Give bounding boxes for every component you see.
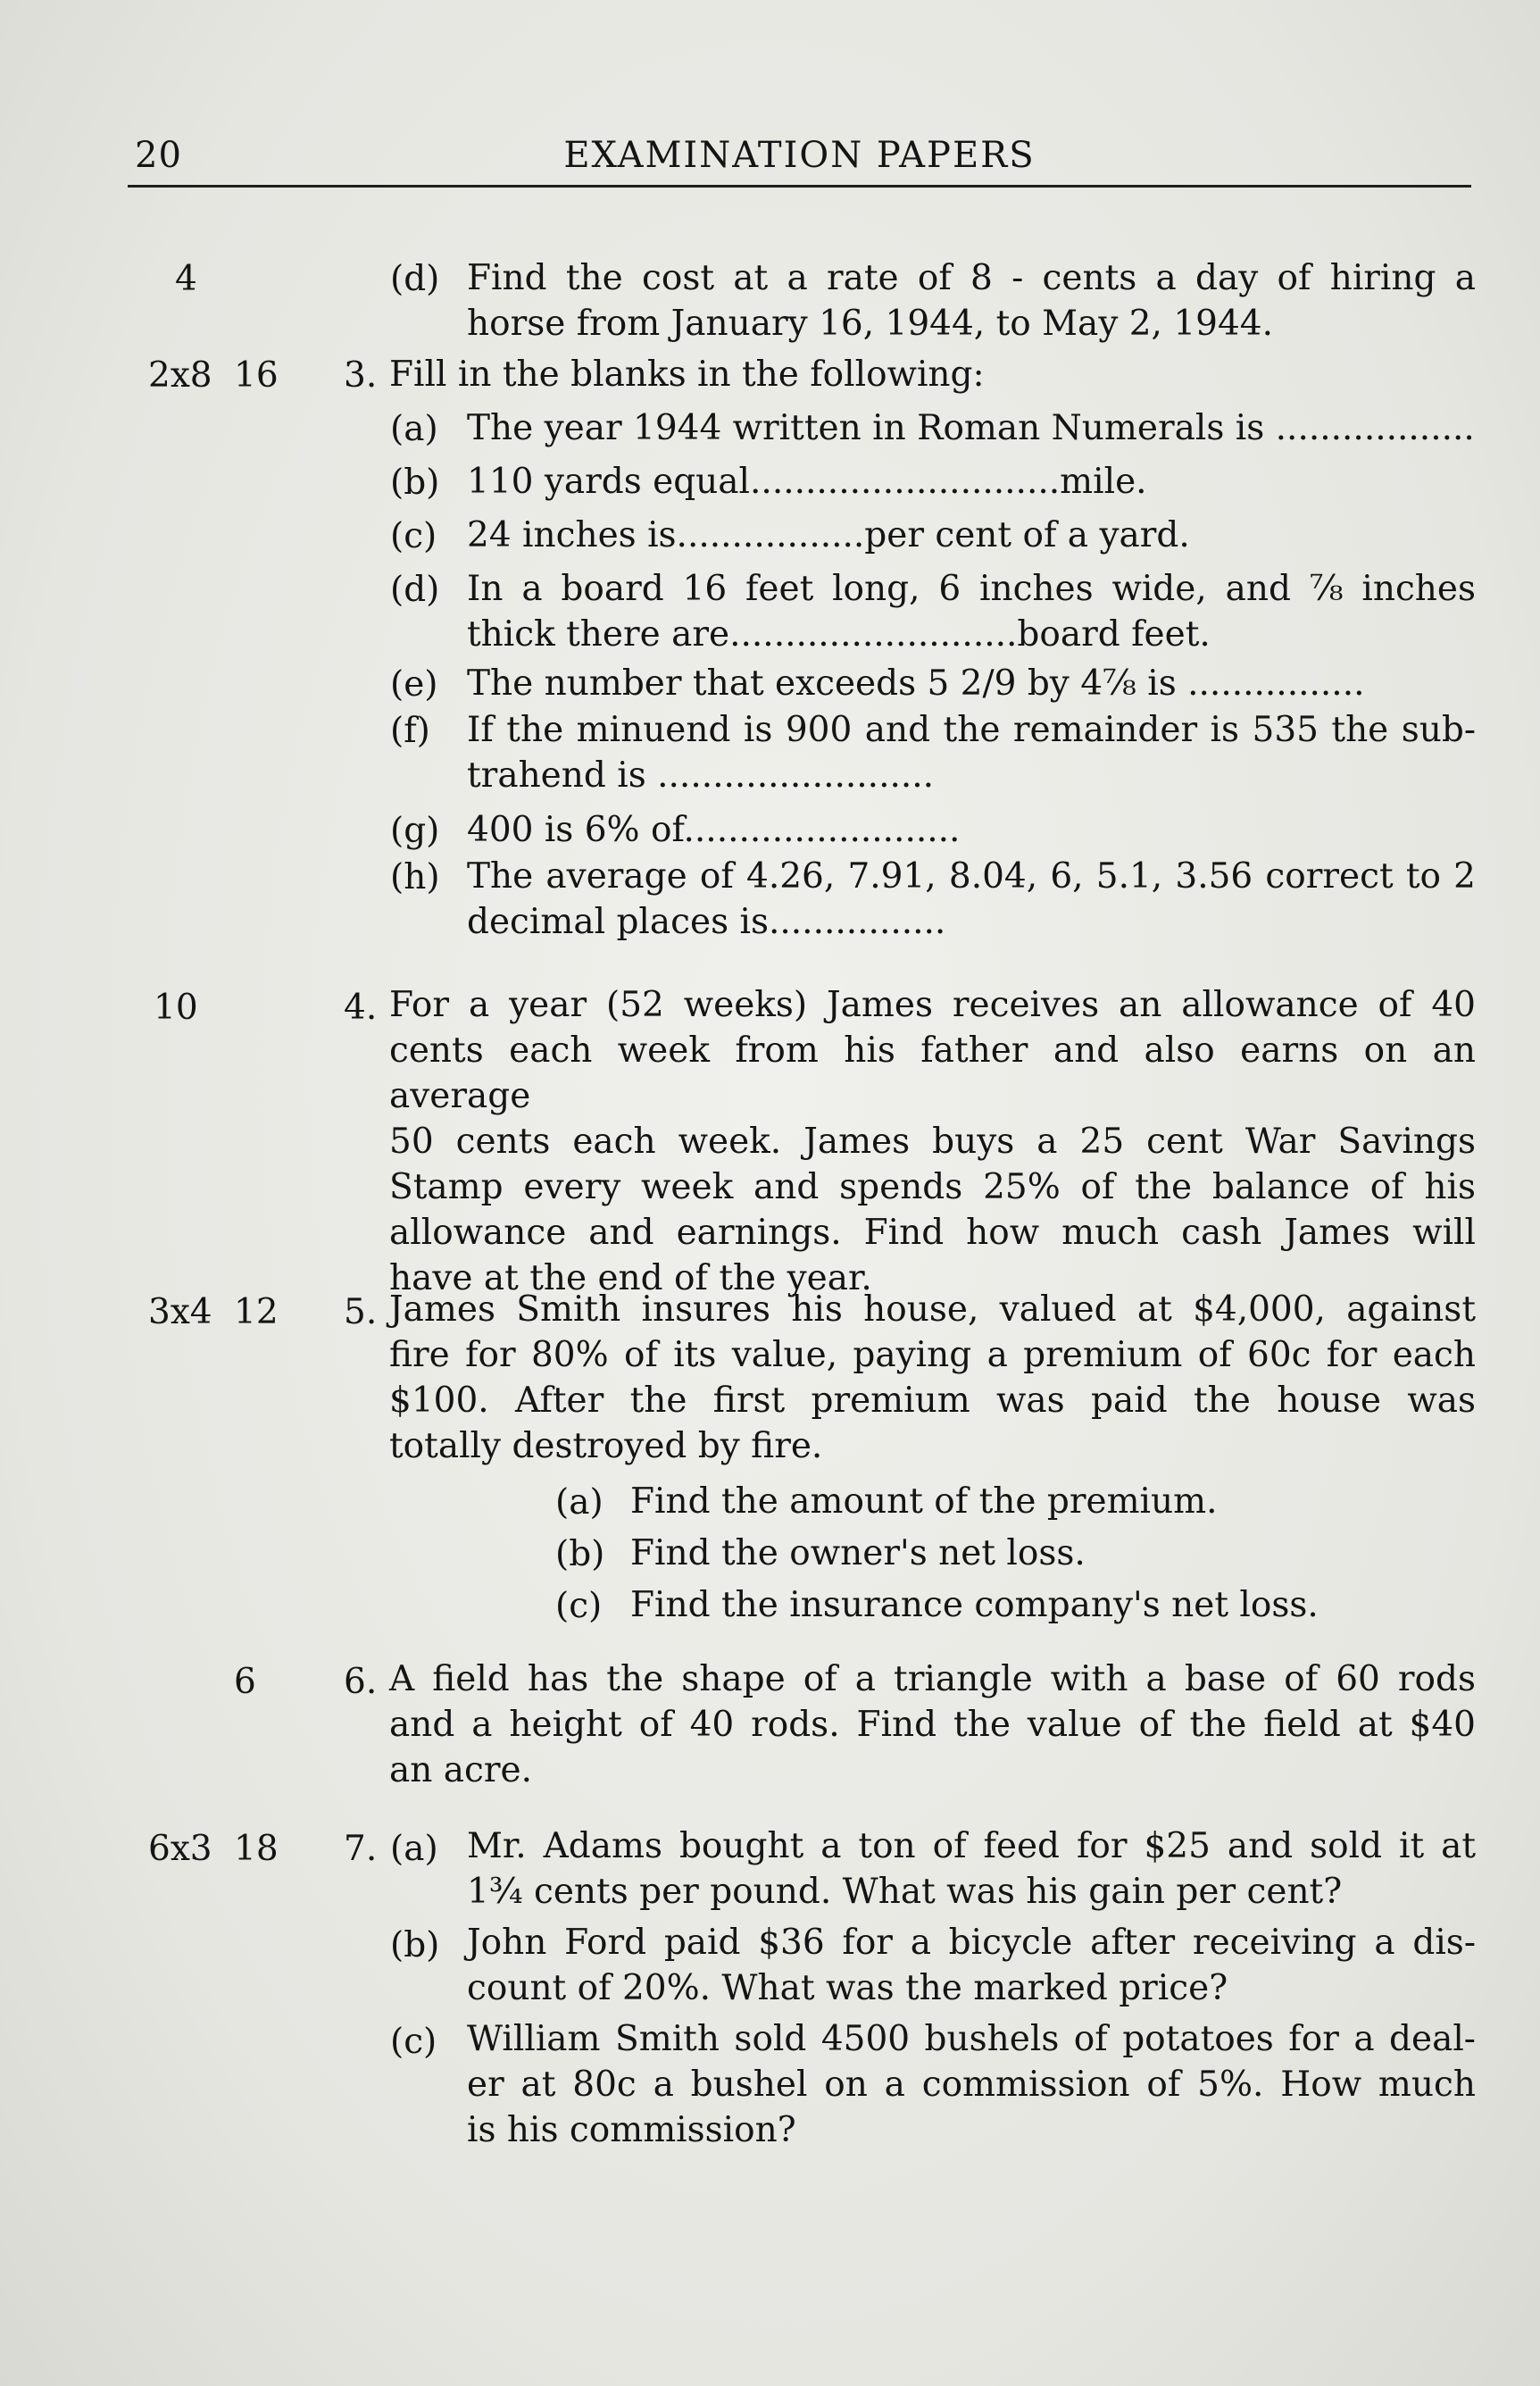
question-5c-text: Find the insurance company's net loss. xyxy=(630,1585,1319,1625)
marks-q3-breakdown: 2x8 xyxy=(148,355,212,396)
text-line: Find the cost at a rate of 8 - cents a day of hiring a xyxy=(467,258,1476,298)
text-line: an acre. xyxy=(389,1750,532,1790)
question-3g-text: 400 is 6% of......................... xyxy=(467,810,961,850)
marks-q3-total: 16 xyxy=(234,355,279,396)
item-label: (h) xyxy=(390,857,440,897)
text-line: John Ford paid $36 for a bicycle after receiving a dis- xyxy=(467,1923,1476,1963)
item-label: (b) xyxy=(555,1534,605,1574)
question-5b-text: Find the owner's net loss. xyxy=(630,1533,1086,1573)
text-line: For a year (52 weeks) James receives an allowance of 40 xyxy=(389,985,1476,1025)
text-line: trahend is ......................... xyxy=(467,755,935,796)
text-line: cents each week from his father and also earns on an average xyxy=(389,1030,1476,1116)
item-label: (a) xyxy=(555,1482,604,1523)
text-line: James Smith insures his house, valued at $4,000, against xyxy=(389,1289,1476,1330)
text-line: Mr. Adams bought a ton of feed for $25 and sold it at xyxy=(467,1826,1476,1866)
text-line: totally destroyed by fire. xyxy=(389,1426,823,1466)
item-label: (c) xyxy=(390,2022,437,2062)
text-line: er at 80c a bushel on a commission of 5%. How much xyxy=(467,2065,1476,2105)
text-line: fire for 80% of its value, paying a premium of 60c for each xyxy=(389,1335,1476,1375)
question-5-text xyxy=(389,1287,1476,1469)
text-line: If the minuend is 900 and the remainder is 535 the sub- xyxy=(467,710,1476,750)
question-number: 5. xyxy=(344,1292,378,1332)
text-line: have at the end of the year. xyxy=(389,1258,872,1298)
text-line: decimal places is................ xyxy=(467,902,946,942)
text-line: allowance and earnings. Find how much cash James will xyxy=(389,1213,1476,1253)
marks-q7-total: 18 xyxy=(234,1829,279,1869)
item-label: (f) xyxy=(390,711,430,751)
page-header xyxy=(128,129,1471,188)
marks-q5-breakdown: 3x4 xyxy=(148,1292,212,1332)
text-line: horse from January 16, 1944, to May 2, 1944. xyxy=(467,304,1273,344)
marks-q6: 6 xyxy=(234,1662,256,1702)
text-line: Stamp every week and spends 25% of the balance of his xyxy=(389,1167,1476,1207)
item-label: (c) xyxy=(390,516,437,556)
item-label: (d) xyxy=(390,259,440,299)
question-3a-text: The year 1944 written in Roman Numerals is .................. xyxy=(467,408,1475,448)
question-7c-text xyxy=(467,2016,1476,2153)
question-2d-text xyxy=(467,255,1476,346)
text-line: and a height of 40 rods. Find the value of the field at $40 xyxy=(389,1705,1476,1745)
text-line: is his commission? xyxy=(467,2110,796,2150)
marks-q5-total: 12 xyxy=(234,1292,279,1332)
question-7a-text xyxy=(467,1823,1476,1915)
question-7b-text xyxy=(467,1920,1476,2011)
item-label: (b) xyxy=(390,463,440,503)
text-line: thick there are..........................board feet. xyxy=(467,614,1211,655)
marks-q4: 10 xyxy=(154,988,198,1028)
item-label: (d) xyxy=(390,570,440,610)
text-line: William Smith sold 4500 bushels of potatoes for a deal- xyxy=(467,2019,1476,2059)
question-3-intro: Fill in the blanks in the following: xyxy=(389,355,985,395)
item-label: (b) xyxy=(390,1925,440,1965)
item-label: (e) xyxy=(390,664,438,705)
question-3f-text xyxy=(467,707,1476,798)
question-number: 6. xyxy=(344,1662,378,1702)
question-number: 3. xyxy=(344,355,378,396)
text-line: 1¾ cents per pound. What was his gain per cent? xyxy=(467,1872,1343,1912)
question-number: 4. xyxy=(344,988,378,1028)
item-label: (g) xyxy=(390,811,440,851)
question-3e-text: The number that exceeds 5 2/9 by 4⅞ is ................ xyxy=(467,663,1365,704)
text-line: In a board 16 feet long, 6 inches wide, and ⅞ inches xyxy=(467,569,1476,609)
item-label: (c) xyxy=(555,1586,603,1626)
question-6-text xyxy=(389,1656,1476,1793)
text-line: 50 cents each week. James buys a 25 cent War Savings xyxy=(389,1122,1476,1162)
page-title: EXAMINATION PAPERS xyxy=(563,135,1036,176)
item-label: (a) xyxy=(390,409,438,449)
question-4-text xyxy=(389,982,1476,1301)
question-3c-text: 24 inches is.................per cent of a yard. xyxy=(467,515,1190,555)
text-line: count of 20%. What was the marked price? xyxy=(467,1968,1228,2008)
question-5a-text: Find the amount of the premium. xyxy=(630,1481,1218,1522)
item-label: (a) xyxy=(390,1829,438,1869)
marks-q2d: 4 xyxy=(175,259,197,299)
marks-q7-breakdown: 6x3 xyxy=(148,1829,212,1869)
question-number: 7. xyxy=(344,1829,378,1869)
text-line: $100. After the first premium was paid the house was xyxy=(389,1381,1476,1421)
text-line: A field has the shape of a triangle with a base of 60 rods xyxy=(389,1659,1476,1699)
question-3h-text xyxy=(467,854,1476,945)
question-3d-text xyxy=(467,566,1476,657)
text-line: The average of 4.26, 7.91, 8.04, 6, 5.1, 3.56 correct to 2 xyxy=(467,856,1476,897)
question-3b-text: 110 yards equal............................mile. xyxy=(467,462,1147,502)
page-number: 20 xyxy=(135,135,182,176)
